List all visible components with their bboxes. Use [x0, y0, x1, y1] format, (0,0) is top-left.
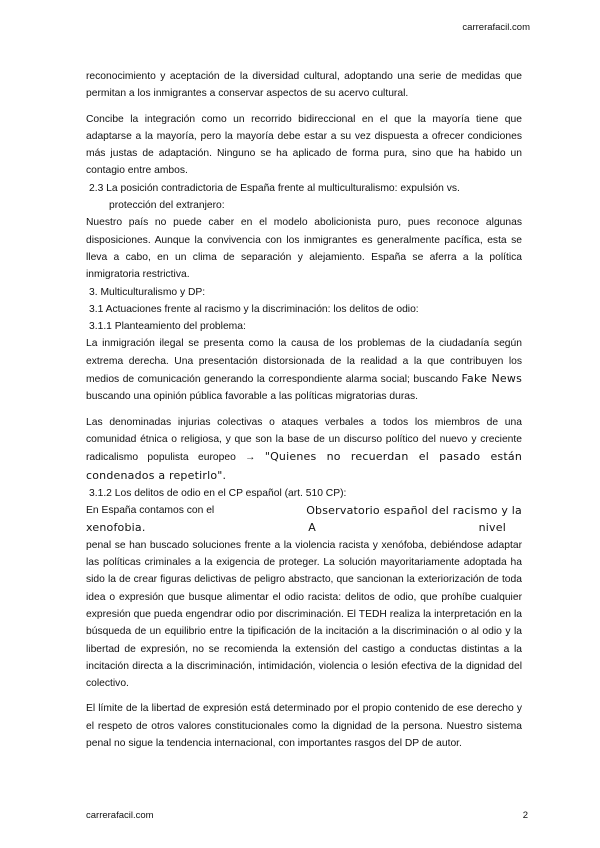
heading-3: 3. Multiculturalismo y DP: — [89, 286, 206, 298]
header-site-name: carrerafacil.com — [462, 22, 530, 33]
text-segment: Las denominadas injurias colectivas o ataques verbales a todos los miembros de una comunidad étnica o religiosa, y que son la base de un discurso político del nuevo y creciente radicalismo populista europeo → — [86, 416, 522, 464]
observatory-name-1: Observatorio español del racismo y la — [306, 504, 522, 518]
line-observatory — [86, 502, 522, 519]
heading-3-1: 3.1 Actuaciones frente al racismo y la discriminación: los delitos de odio: — [89, 303, 419, 315]
paragraph-illegal-immigration — [86, 335, 522, 405]
paragraph-spain: Nuestro país no puede caber en el modelo abolicionista puro, pues reconoce algunas disposiciones. Aunque la convivencia con los inmigrantes es generalmente pacífica, esta se lleva a cabo, en un clima de separación y alejamiento. España se aferra a la política inmigratoria restrictiva. — [86, 217, 522, 281]
word-nivel: nivel — [478, 521, 506, 535]
heading-3-1-1: 3.1.1 Planteamiento del problema: — [89, 321, 246, 333]
fake-news-text: Fake News — [461, 372, 522, 386]
hate-crimes-rest: penal se han buscado soluciones frente a la violencia racista y xenófoba, debiéndose adaptar las políticas criminales a la exigencia de proteger. La solución mayoritariamente adoptada ha sido la de crear figuras delictivas de peligro abstracto, que sancionan la exteriorización de toda idea o expresión que busque alimentar el odio racista: delitos de odio, que prohíbe cualquier expresión que pueda engendrar odio por discriminación. El TEDH realiza la interpretación en la búsqueda de un equilibrio entre la tipificación de la incitación a la discriminación o al odio y la libertad de expresión, no se recomienda la extensión del castigo a conductas distintas a la incitación directa a la discriminación, intimidación, violencia o lesión efectiva de la dignidad del colectivo. — [86, 539, 522, 690]
quote-text: "Quienes no recuerdan el pasado están condenados a repetirlo". — [86, 450, 522, 482]
paragraph-integration: Concibe la integración como un recorrido bidireccional en el que la mayoría tiene que adaptarse a la mayoría, pero la mayoría debe estar a su vez dispuesta a ofrecer condiciones más justas de adaptación. Ninguno se ha aplicado de forma pura, sino que ha habido un contagio entre ambos. — [86, 113, 522, 177]
observatory-name-2: xenofobia. — [86, 521, 146, 535]
heading-2-3-line2: protección del extranjero: — [109, 200, 225, 212]
paragraph-diversity: reconocimiento y aceptación de la diversidad cultural, adoptando una serie de medidas que permitan a los inmigrantes a conservar aspectos de su acervo cultural. — [86, 71, 522, 100]
text-segment: En España contamos con el — [86, 505, 215, 517]
footer-site-name: carrerafacil.com — [86, 810, 154, 821]
page-number: 2 — [522, 810, 528, 821]
line-observatory-2 — [86, 519, 522, 536]
paragraph-collective-injuries — [86, 414, 522, 485]
heading-3-1-2: 3.1.2 Los delitos de odio en el CP español (art. 510 CP): — [89, 487, 347, 499]
text-segment: La inmigración ilegal se presenta como la causa de los problemas de la ciudadanía según extrema derecha. Una presentación distorsionada de la realidad a la que contribuyen los medios de comunicación generando la correspondiente alarma social; buscando — [86, 338, 522, 386]
heading-2-3-line1: 2.3 La posición contradictoria de España frente al multiculturalismo: expulsión vs. — [89, 182, 460, 194]
paragraph-hate-crimes — [86, 502, 522, 692]
heading-2-3 — [86, 180, 522, 215]
text-segment: buscando una opinión pública favorable a las políticas migratorias duras. — [86, 391, 418, 403]
paragraph-freedom-limit: El límite de la libertad de expresión está determinado por el propio contenido de ese derecho y el respeto de otros valores constitucionales como la dignidad de la persona. Nuestro sistema penal no sigue la tendencia internacional, con importantes rasgos del DP de autor. — [86, 703, 522, 749]
word-a: A — [308, 521, 316, 535]
document-body — [86, 68, 522, 752]
